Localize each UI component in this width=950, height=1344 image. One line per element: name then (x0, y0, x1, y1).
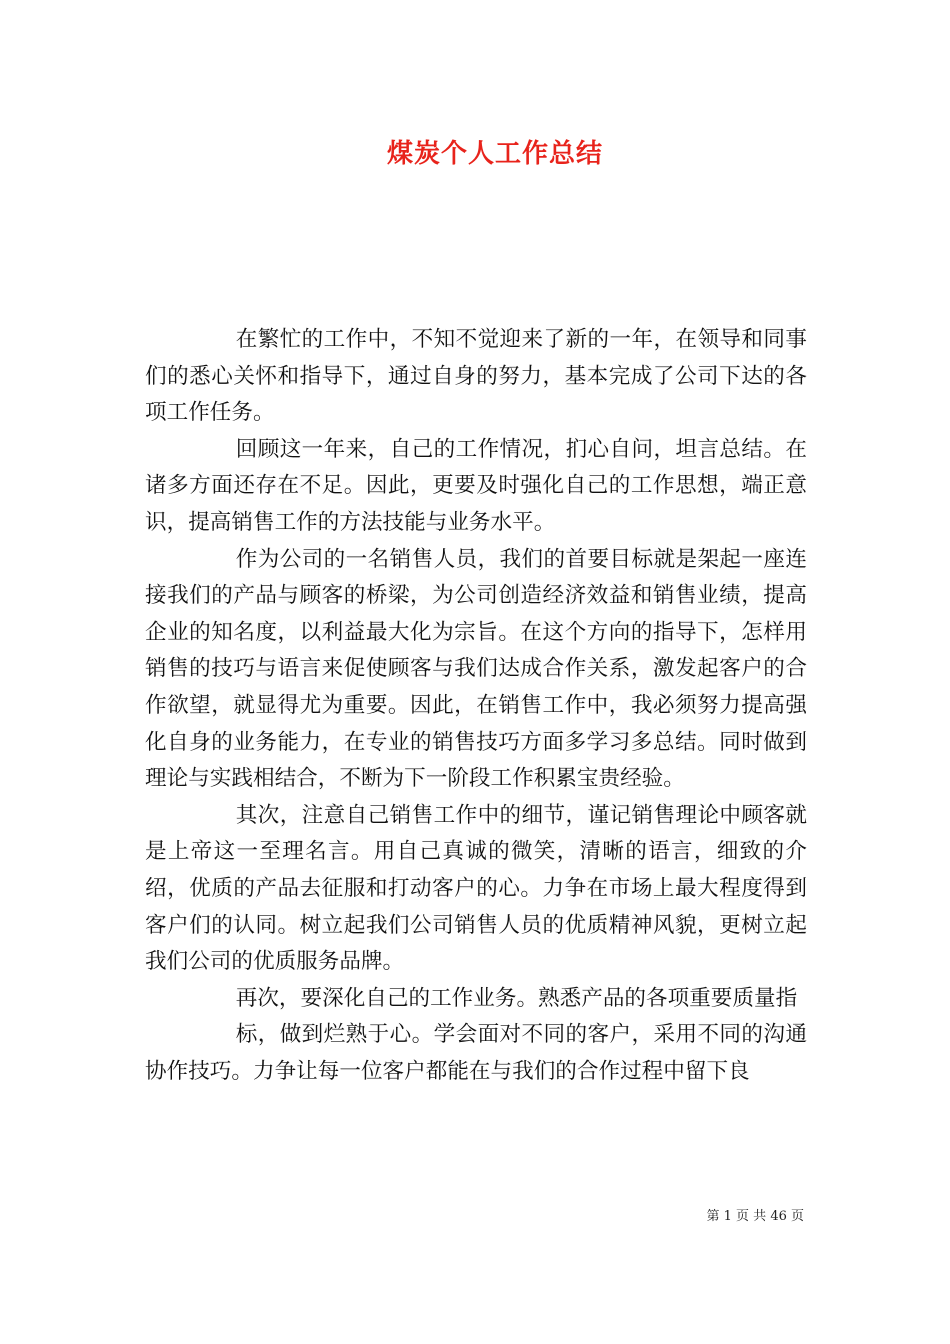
page-number: 第 1 页 共 46 页 (706, 1209, 804, 1224)
document-title: 煤炭个人工作总结 (386, 139, 603, 169)
paragraph: 其次，注意自己销售工作中的细节，谨记销售理论中顾客就是上帝这一至理名言。用自己真诚的微笑，清晰的语言，细致的介绍，优质的产品去征服和打动客户的心。力争在市场上最大程度得到客户们的认同。树立起我们公司销售人员的优质精神风貌，更树立起我们公司的优质服务品牌。 (145, 802, 807, 975)
paragraph: 标，做到烂熟于心。学会面对不同的客户，采用不同的沟通协作技巧。力争让每一位客户都能在与我们的合作过程中留下良 (145, 1022, 807, 1084)
paragraph: 在繁忙的工作中，不知不觉迎来了新的一年，在领导和同事们的悉心关怀和指导下，通过自身的努力，基本完成了公司下达的各项工作任务。 (145, 327, 807, 426)
document-body (145, 322, 807, 1090)
paragraph: 再次，要深化自己的工作业务。熟悉产品的各项重要质量指 (235, 985, 798, 1011)
paragraph: 回顾这一年来，自己的工作情况，扪心自问，坦言总结。在诸多方面还存在不足。因此，更要及时强化自己的工作思想，端正意识，提高销售工作的方法技能与业务水平。 (145, 436, 807, 535)
paragraph: 作为公司的一名销售人员，我们的首要目标就是架起一座连接我们的产品与顾客的桥梁，为公司创造经济效益和销售业绩，提高企业的知名度，以利益最大化为宗旨。在这个方向的指导下，怎样用销售的技巧与语言来促使顾客与我们达成合作关系，激发起客户的合作欲望，就显得尤为重要。因此，在销售工作中，我必须努力提高强化自身的业务能力，在专业的销售技巧方面多学习多总结。同时做到理论与实践相结合，不断为下一阶段工作积累宝贵经验。 (145, 546, 807, 792)
